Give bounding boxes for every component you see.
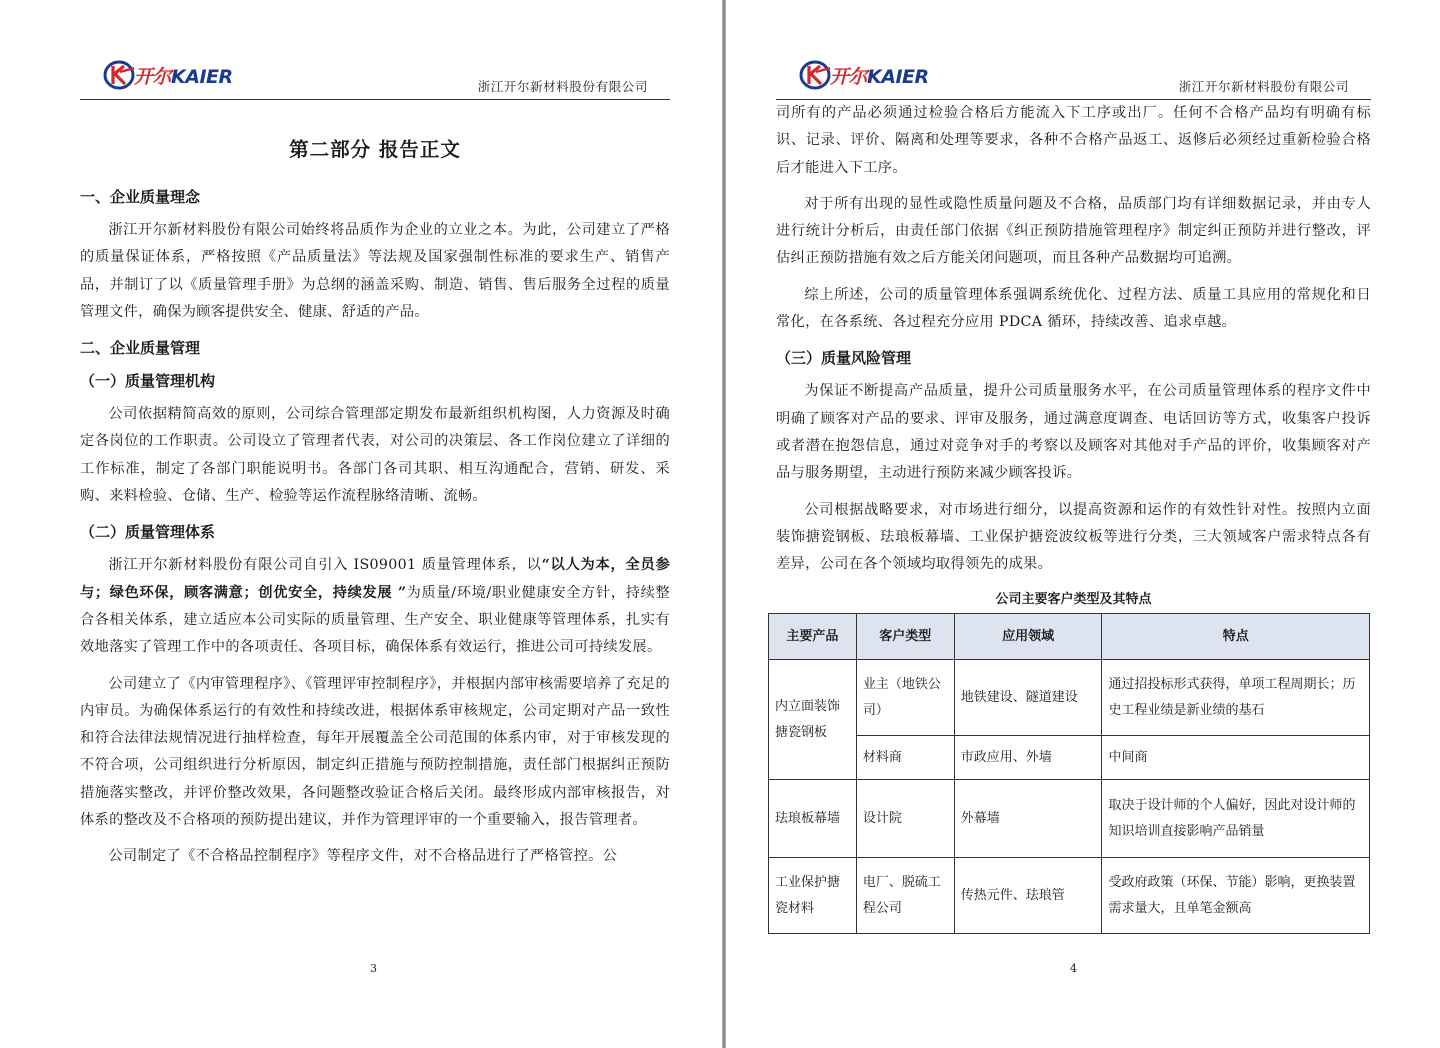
- quality-policy-text: “以人为本，全员参与；绿色环保，顾客满意；创优安全，持续发展 ”: [80, 557, 670, 601]
- table-cell-feature: 中间商: [1102, 736, 1370, 780]
- kaier-logo-icon: [798, 58, 832, 92]
- column-header: 特点: [1102, 614, 1370, 660]
- column-header: 主要产品: [769, 614, 857, 660]
- table-cell-feature: 取决于设计师的个人偏好，因此对设计师的知识培训直接影响产品销量: [1102, 780, 1370, 858]
- paragraph: 公司根据战略要求，对市场进行细分，以提高资源和运作的有效性针对性。按照内立面装饰搪瓷钢板、珐琅板幕墙、工业保护搪瓷波纹板等进行分类，三大领域客户需求特点各有差异，公司在各个领域均取得领先的成果。: [776, 501, 1371, 573]
- page-body: [776, 100, 1371, 934]
- logo-english-text: KAIER: [867, 65, 929, 88]
- table-cell-customer: 业主（地铁公司）: [856, 660, 954, 736]
- table-cell-field: 市政应用、外墙: [954, 736, 1102, 780]
- company-name: 浙江开尔新材料股份有限公司: [1178, 79, 1349, 94]
- paragraph-text: 为质量/环境/职业健康安全方针，持续整合各相关体系，建立适应本公司实际的质量管理、生产安全、职业健康等管理体系，扎实有效地落实了管理工作中的各项责任、各项目标，确保体系有效运行，推进公司可持续发展。: [80, 584, 670, 656]
- table-row: [769, 736, 1370, 780]
- table-row: [769, 660, 1370, 736]
- table-cell-field: 地铁建设、隧道建设: [954, 660, 1102, 736]
- heading-quality-risk: （三）质量风险管理: [776, 349, 912, 368]
- table-cell-customer: 电厂、脱硫工程公司: [856, 858, 954, 934]
- kaier-logo-icon: [102, 58, 136, 92]
- paragraph: 对于所有出现的显性或隐性质量问题及不合格，品质部门均有详细数据记录，并由专人进行统计分析后，由责任部门依据《纠正预防措施管理程序》制定纠正预防并进行整改，评估纠正预防措施有效之后方能关闭问题项，而且各种产品数据均可追溯。: [776, 195, 1371, 267]
- page-4: [726, 0, 1440, 1048]
- company-name: 浙江开尔新材料股份有限公司: [477, 79, 648, 94]
- paragraph: 公司建立了《内审管理程序》、《管理评审控制程序》，并根据内部审核需要培养了充足的内审员。为确保体系运行的有效性和持续改进，根据体系审核规定，公司定期对产品一致性和符合法律法规情况进行抽样检查，每年开展覆盖全公司范围的体系内审，对于审核发现的不符合项，公司组织进行分析原因，制定纠正措施与预防控制措施，责任部门根据纠正预防措施落实整改，并评价整改效果，各问题整改验证合格后关闭。最终形成内部审核报告，对体系的整改及不合格项的预防提出建议，并作为管理评审的一个重要输入，报告管理者。: [80, 675, 670, 829]
- logo-chinese-text: 开尔: [134, 65, 172, 88]
- table-title: 公司主要客户类型及其特点: [995, 592, 1152, 608]
- paragraph: 公司依据精简高效的原则，公司综合管理部定期发布最新组织机构图，人力资源及时确定各岗位的工作职责。公司设立了管理者代表，对公司的决策层、各工作岗位建立了详细的工作标准，制定了各部门职能说明书。各部门各司其职、相互沟通配合，营销、研发、采购、来料检验、仓储、生产、检验等运作流程脉络清晰、流畅。: [80, 406, 670, 505]
- logo-english-text: KAIER: [171, 65, 233, 88]
- heading-quality-management: 二、企业质量管理: [80, 339, 201, 358]
- paragraph: 司所有的产品必须通过检验合格后方能流入下工序或出厂。任何不合格产品均有明确有标识、记录、评价、隔离和处理等要求，各种不合格产品返工、返修后必须经过重新检验合格后才能进入下工序。: [776, 105, 1371, 176]
- customer-type-table: [768, 613, 1370, 934]
- column-header: 客户类型: [856, 614, 954, 660]
- page-number: 3: [370, 962, 377, 975]
- table-cell-field: 外幕墙: [954, 780, 1102, 858]
- paragraph: 浙江开尔新材料股份有限公司始终将品质作为企业的立业之本。为此，公司建立了严格的质量保证体系，严格按照《产品质量法》等法规及国家强制性标准的要求生产、销售产品，并制订了以《质量管理手册》为总纲的涵盖采购、制造、销售、售后服务全过程的质量管理文件，确保为顾客提供安全、健康、舒适的产品。: [80, 222, 670, 320]
- table-cell-customer: 设计院: [856, 780, 954, 858]
- table-cell-product: 工业保护搪瓷材料: [769, 858, 857, 934]
- page-body: [80, 106, 670, 880]
- heading-quality-philosophy: 一、企业质量理念: [80, 188, 201, 206]
- table-cell-field: 传热元件、珐琅管: [954, 858, 1102, 934]
- kaier-logo: [102, 58, 233, 92]
- table-cell-feature: 受政府政策（环保、节能）影响，更换装置需求量大，且单笔金额高: [1102, 858, 1370, 934]
- table-cell-customer: 材料商: [856, 736, 954, 780]
- paragraph-text: 浙江开尔新材料股份有限公司自引入 IS09001 质量管理体系，以: [108, 557, 542, 574]
- section-title: 第二部分 报告正文: [289, 138, 461, 161]
- table-row: [769, 780, 1370, 858]
- paragraph: 为保证不断提高产品质量，提升公司质量服务水平，在公司质量管理体系的程序文件中明确了顾客对产品的要求、评审及服务，通过满意度调查、电话回访等方式，收集客户投诉或者潜在抱怨信息，通过对竞争对手的考察以及顾客对其他对手产品的评价，收集顾客对产品与服务期望，主动进行预防来减少顾客投诉。: [776, 383, 1371, 482]
- heading-quality-organization: （一）质量管理机构: [80, 372, 216, 391]
- paragraph: [80, 552, 670, 661]
- column-header: 应用领域: [954, 614, 1102, 660]
- paragraph: 综上所述，公司的质量管理体系强调系统优化、过程方法、质量工具应用的常规化和日常化，在各系统、各过程充分应用 PDCA 循环，持续改善、追求卓越。: [776, 286, 1371, 331]
- table-cell-product: 内立面装饰搪瓷钢板: [769, 660, 857, 780]
- table-header-row: [769, 614, 1370, 660]
- table-row: [769, 858, 1370, 934]
- heading-quality-system: （二）质量管理体系: [80, 523, 216, 542]
- kaier-logo: [798, 58, 929, 92]
- table-cell-product: 珐琅板幕墙: [769, 780, 857, 858]
- page-header: [776, 54, 1371, 100]
- page-number: 4: [1070, 962, 1077, 975]
- paragraph: 公司制定了《不合格品控制程序》等程序文件，对不合格品进行了严格管控。公: [108, 848, 618, 865]
- page-header: [80, 54, 670, 100]
- table-cell-feature: 通过招投标形式获得，单项工程周期长；历史工程业绩是新业绩的基石: [1102, 660, 1370, 736]
- logo-chinese-text: 开尔: [830, 65, 868, 88]
